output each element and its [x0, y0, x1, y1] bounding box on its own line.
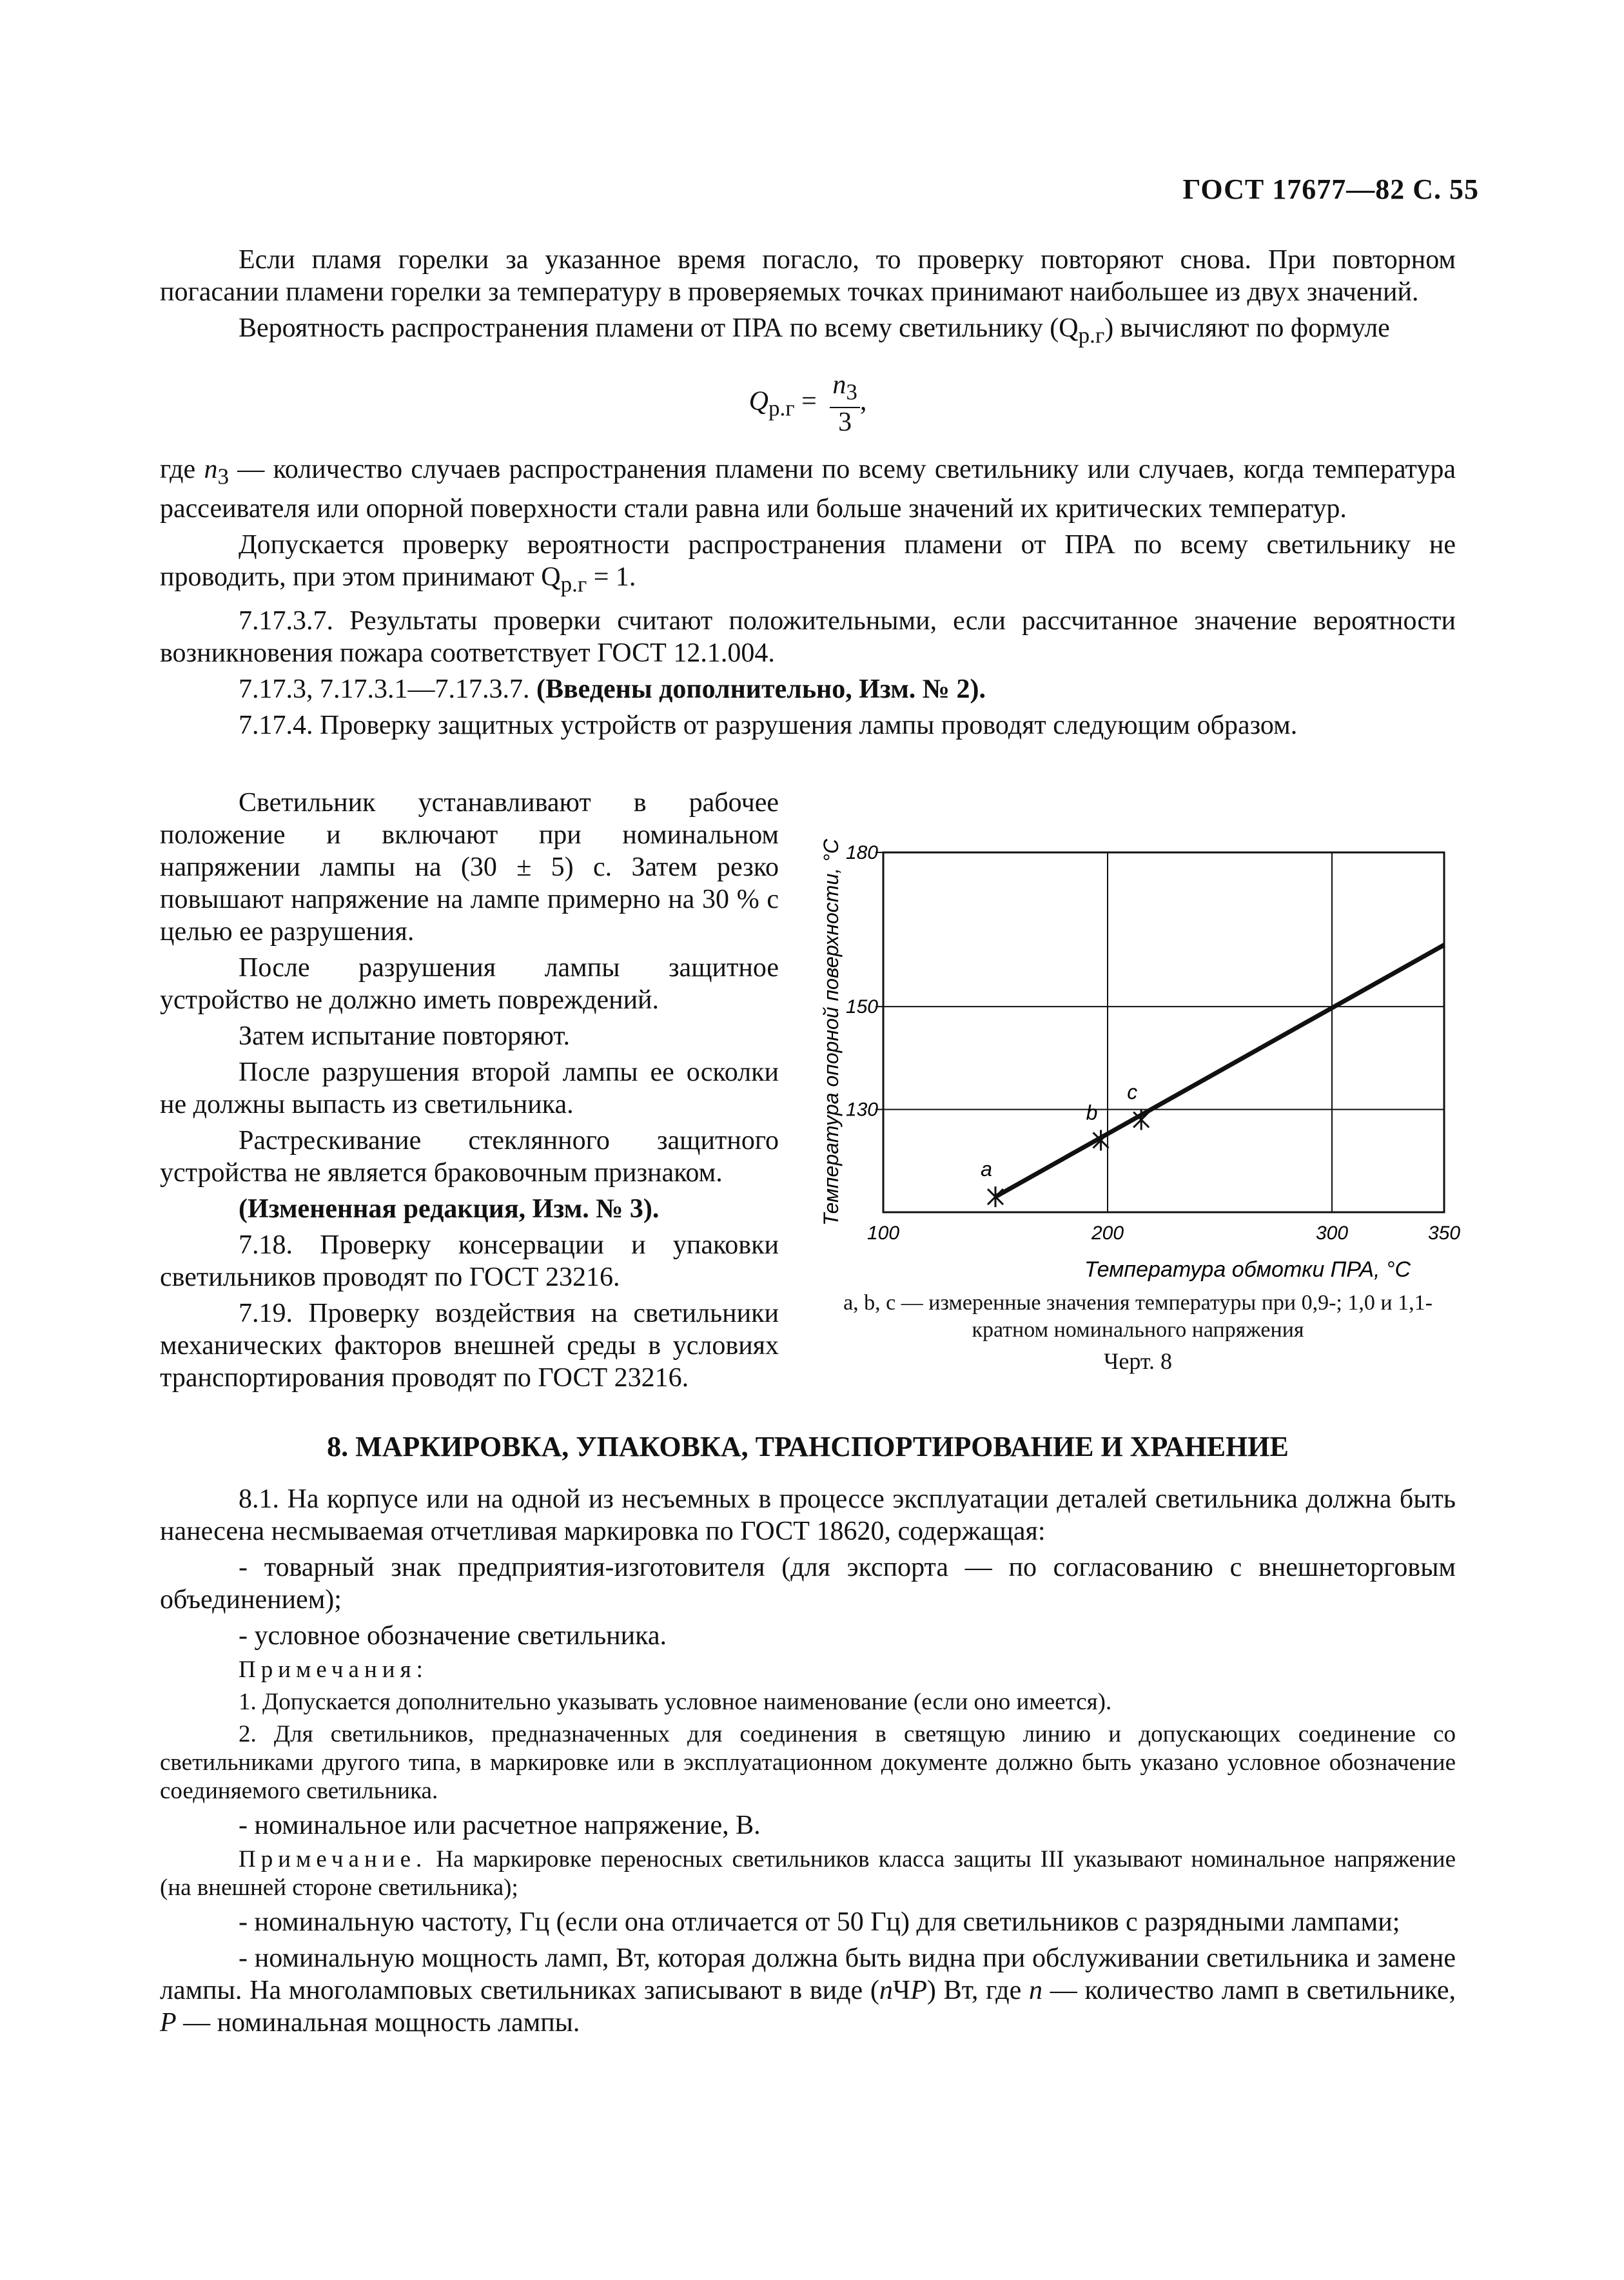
x-axis-label: Температура обмотки ПРА, °С: [1084, 1257, 1411, 1282]
text: ) вычисляют по формуле: [1104, 313, 1390, 343]
text: — номинальная мощность лампы.: [176, 2008, 580, 2038]
top-text-block: [160, 244, 1456, 745]
paragraph-7-18: 7.18. Проверку консервации и упаковки светильников проводят по ГОСТ 23216.: [160, 1230, 779, 1292]
paragraph-install: Светильник устанавливают в рабочее положение и включают при номинальном напряжении лампы на (30 ± 5) с. Затем резко повышают напряжение на лампе примерно на 30 % с целью ее разрушения.: [160, 788, 779, 947]
formula-fraction: [830, 371, 860, 436]
section-8-block: [160, 1483, 1456, 2043]
num-sub: 3: [846, 379, 857, 405]
paragraph-8-1: 8.1. На корпусе или на одной из несъемных в процессе эксплуатации деталей светильника должна быть нанесена несмываемая отчетливая маркировка по ГОСТ 18620, содержащая:: [160, 1484, 1456, 1546]
x-tick-label: 300: [1315, 1223, 1349, 1244]
paragraph-second-lamp: После разрушения второй лампы ее осколки не должны выпасть из светильника.: [160, 1057, 779, 1119]
note-voltage: [160, 1845, 1456, 1902]
formula-tail: ,: [859, 386, 867, 417]
text: Ч: [892, 1976, 911, 2005]
paragraph-repeat: Затем испытание повторяют.: [239, 1021, 570, 1051]
subscript: р.г: [560, 571, 587, 597]
text: Допускается проверку вероятности распространения пламени от ПРА по всему светильнику не проводить, при этом принимают Q: [160, 530, 1456, 593]
formula-lhs: Q: [748, 386, 769, 417]
paragraph-probability: [160, 312, 1456, 351]
formula: [160, 371, 1456, 436]
fraction-denominator: 3: [838, 407, 852, 437]
text: — количество случаев распространения пламени по всему светильнику или случаев, когда температура рассеивателя или опорной поверхности стали равна или больше значений их критических температур.: [160, 454, 1456, 524]
amendment-3: (Измененная редакция, Изм. № 3).: [239, 1194, 660, 1224]
y-tick-label: 180: [845, 842, 878, 863]
paragraph-introduced: [160, 673, 1456, 705]
paragraph-7-17-4: 7.17.4. Проверку защитных устройств от разрушения лампы проводят следующим образом.: [239, 710, 1298, 740]
y-tick-label: 150: [845, 996, 878, 1018]
paragraph-7-17-3-7: 7.17.3.7. Результаты проверки считают положительными, если рассчитанное значение вероятности возникновения пожара соответствует ГОСТ 12.1.004.: [160, 605, 1456, 668]
item-designation: - условное обозначение светильника.: [239, 1621, 667, 1651]
text: = 1.: [587, 562, 636, 593]
figure-label: Черт. 8: [1104, 1348, 1172, 1374]
subscript: 3: [217, 464, 229, 489]
y-tick-label: 130: [845, 1099, 878, 1121]
item-frequency: - номинальную частоту, Гц (если она отличается от 50 Гц) для светильников с разрядными лампами;: [239, 1907, 1400, 1937]
x-tick-label: 350: [1427, 1223, 1461, 1244]
text: - номинальную мощность ламп, Вт, которая должна быть видна при обслуживании светильника и замене лампы. На многоламповых светильниках записывают в виде (: [160, 1943, 1456, 2005]
var-n: n: [879, 1976, 893, 2005]
point-label-c: c: [1127, 1080, 1138, 1104]
point-label-b: b: [1086, 1101, 1098, 1125]
x-tick-label: 100: [866, 1223, 900, 1244]
var: n: [204, 454, 218, 484]
formula-eq: =: [794, 386, 824, 417]
text: — количество ламп в светильнике,: [1042, 1976, 1456, 2005]
note-1: 1. Допускается дополнительно указывать условное наименование (если оно имеется).: [239, 1689, 1112, 1715]
note-label: Примечание.: [239, 1846, 427, 1872]
notes-heading: Примечания:: [239, 1656, 428, 1683]
page-header: ГОСТ 17677—82 С. 55: [1182, 173, 1479, 205]
text: где: [160, 454, 204, 484]
chart-plot: [819, 838, 1460, 1282]
y-axis-label: Температура опорной поверхности, °С: [819, 839, 843, 1226]
item-power: [160, 1942, 1456, 2039]
text: Вероятность распространения пламени от ПРА по всему светильнику (Q: [239, 313, 1079, 343]
formula-lhs-sub: р.г: [768, 396, 795, 422]
var-p: P: [910, 1976, 927, 2005]
left-column: [160, 787, 779, 1398]
paragraph-7-19: 7.19. Проверку воздействия на светильники механических факторов внешней среды в условиях транспортирования проводят по ГОСТ 23216.: [160, 1299, 779, 1393]
section-title: 8. МАРКИРОВКА, УПАКОВКА, ТРАНСПОРТИРОВАНИЕ И ХРАНЕНИЕ: [327, 1431, 1289, 1462]
note-text: На маркировке переносных светильников класса защиты III указывают номинальное напряжение (на внешней стороне светильника);: [160, 1846, 1456, 1901]
var-n: n: [1028, 1976, 1042, 2005]
paragraph-cracking: Растрескивание стеклянного защитного устройства не является браковочным признаком.: [160, 1126, 779, 1188]
item-voltage: - номинальное или расчетное напряжение, В.: [239, 1811, 761, 1840]
paragraph-after-break: После разрушения лампы защитное устройство не должно иметь повреждений.: [160, 953, 779, 1015]
paragraph-where: [160, 453, 1456, 525]
item-trademark: - товарный знак предприятия-изготовителя (для экспорта — по согласованию с внешнеторговым объединением);: [160, 1553, 1456, 1615]
figure-caption: a, b, c — измеренные значения температуры при 0,9-; 1,0 и 1,1-кратном номинального напряжения: [843, 1291, 1433, 1342]
text: ) Вт, где: [926, 1976, 1029, 2005]
fit-line: [995, 945, 1444, 1197]
paragraph-allowed: [160, 529, 1456, 600]
num-var: n: [832, 370, 846, 400]
text: 7.17.3, 7.17.3.1—7.17.3.7.: [239, 674, 536, 704]
fraction-numerator: [830, 371, 860, 408]
plot-frame: [883, 852, 1444, 1212]
var-p: P: [160, 2008, 177, 2038]
x-tick-label: 200: [1091, 1223, 1124, 1244]
amendment-note: (Введены дополнительно, Изм. № 2).: [536, 674, 986, 704]
paragraph-flame-recheck: Если пламя горелки за указанное время погасло, то проверку повторяют снова. При повторном погасании пламени горелки за температуру в проверяемых точках принимают наибольшее из двух значений.: [160, 245, 1456, 307]
point-label-a: a: [981, 1157, 992, 1181]
data-point-a: [988, 1186, 1003, 1207]
note-2: 2. Для светильников, предназначенных для соединения в светящую линию и допускающих соединение со светильниками другого типа, в маркировке или в эксплуатационном документе должно быть указано условное обозначение соединяемого светильника.: [160, 1721, 1456, 1804]
subscript: р.г: [1078, 322, 1105, 348]
